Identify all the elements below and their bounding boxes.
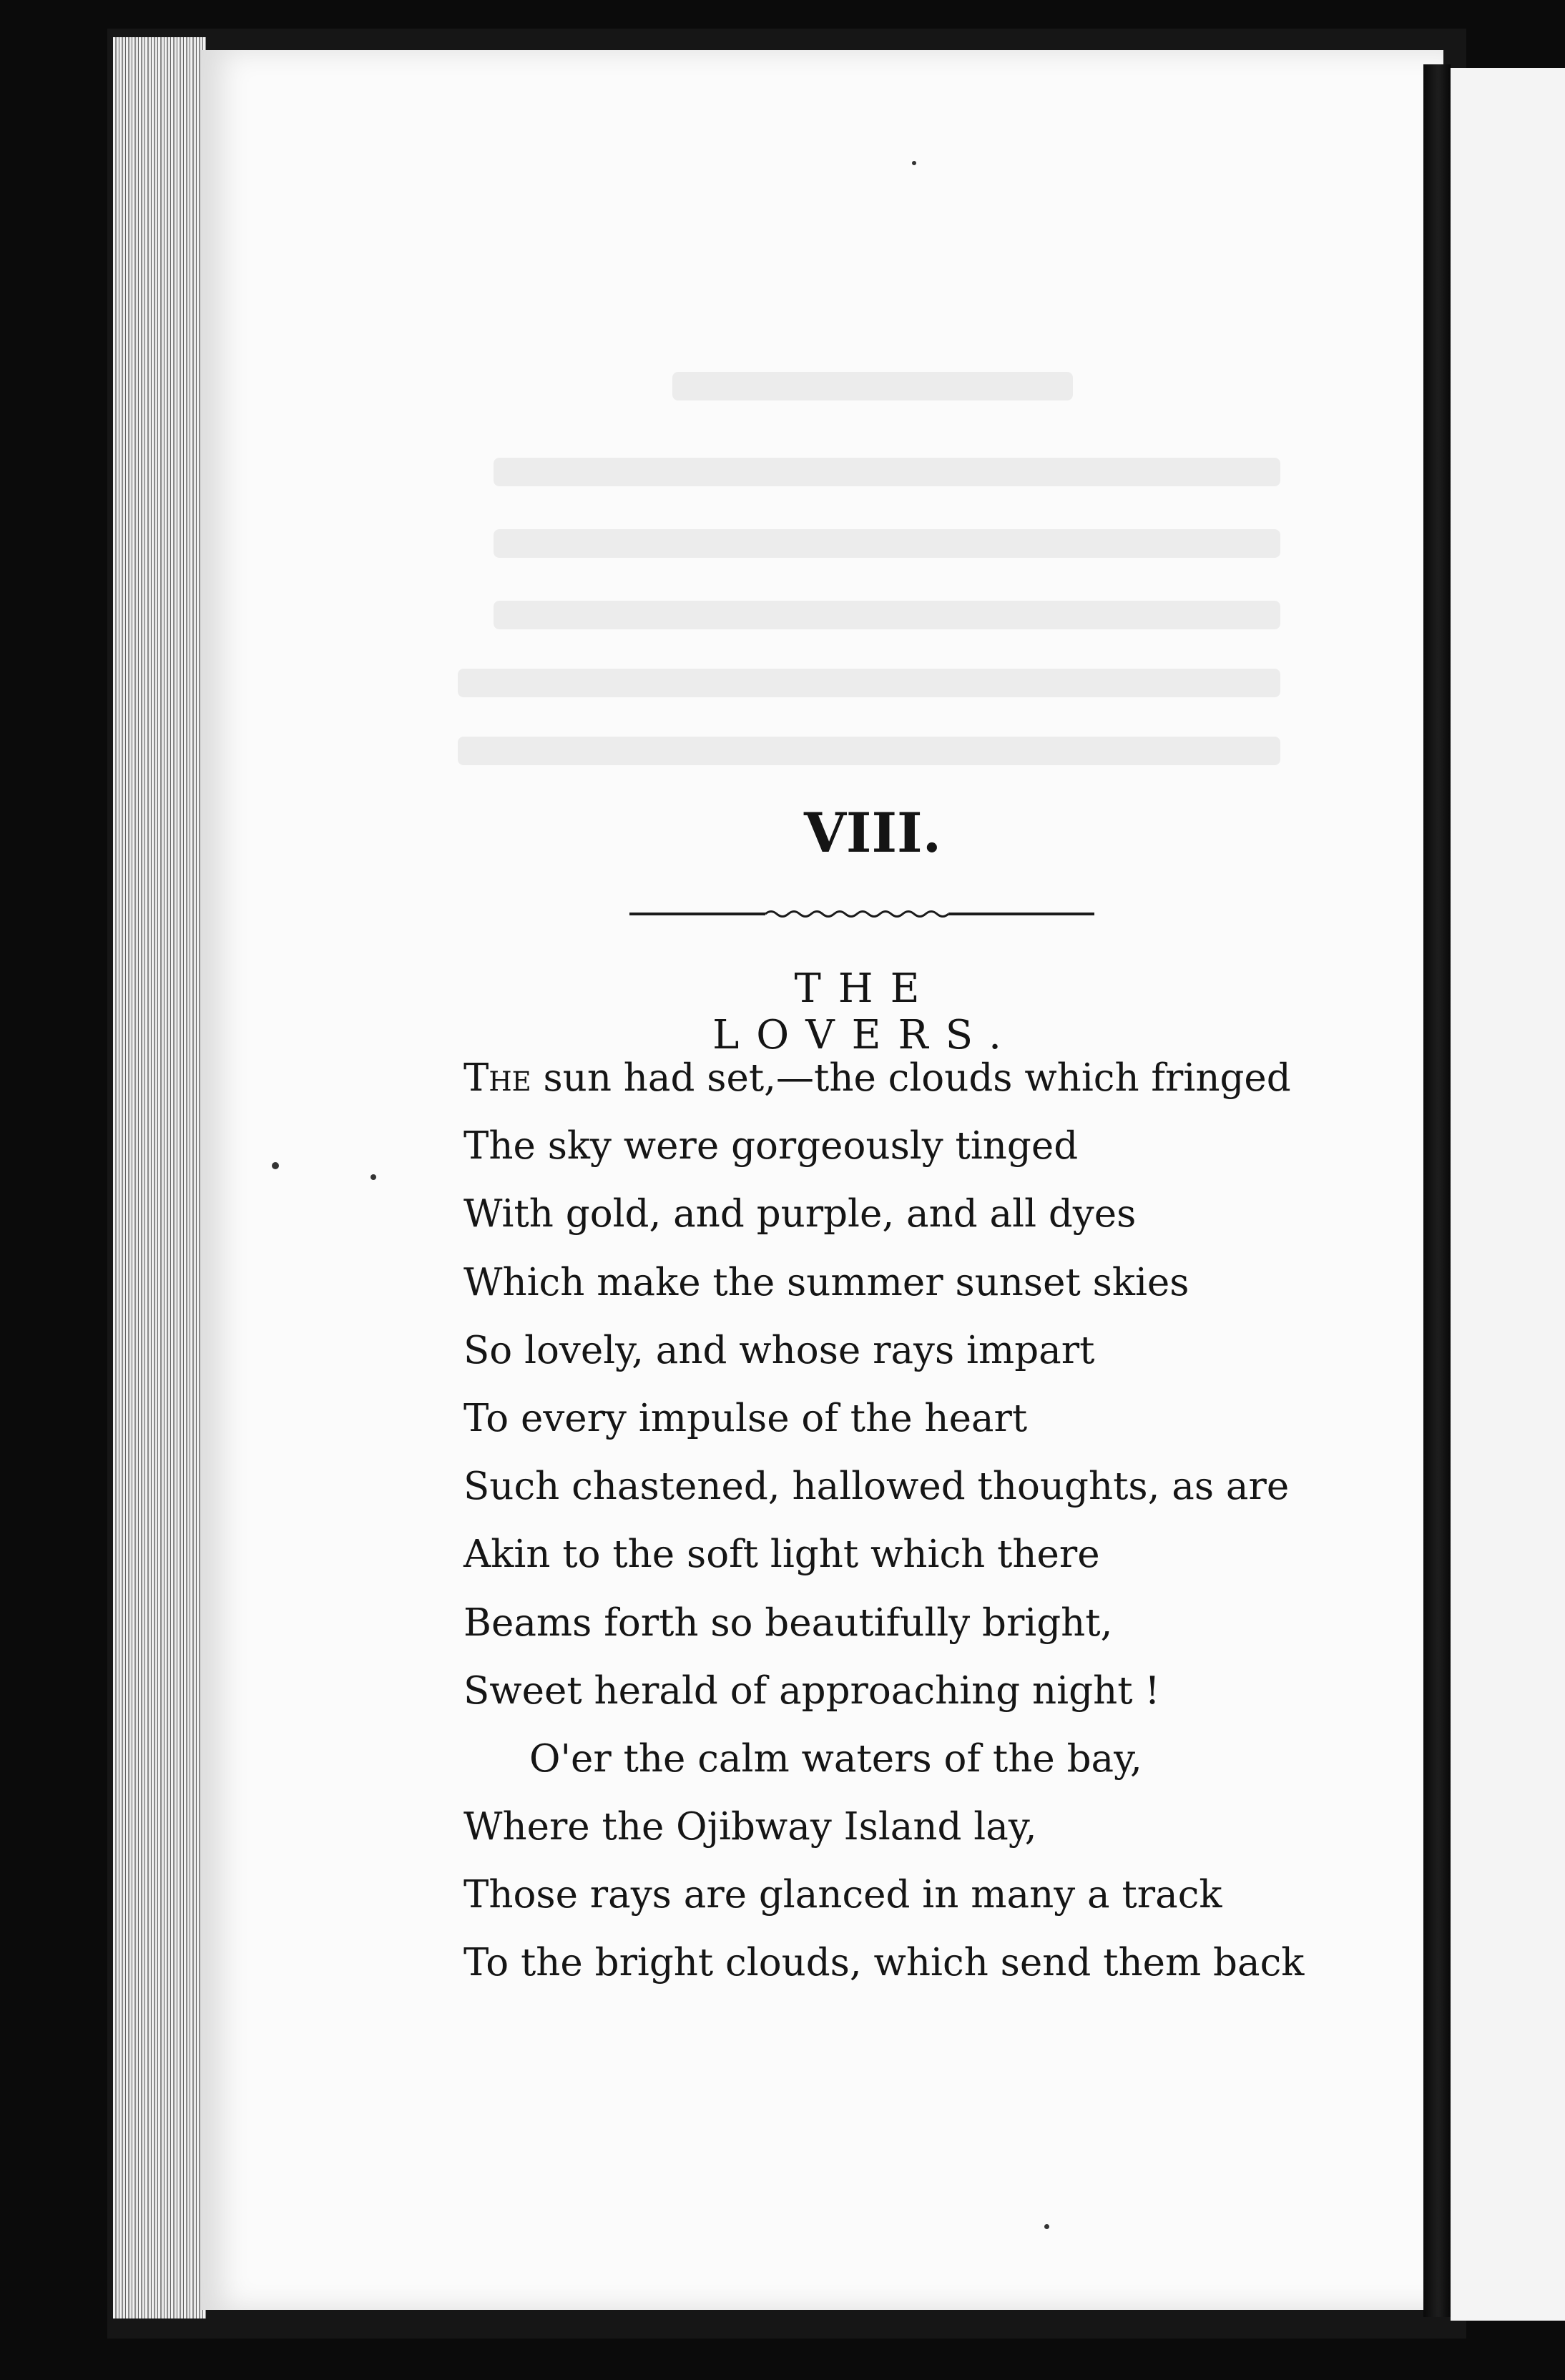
scan-speck xyxy=(912,161,916,165)
page-edges xyxy=(113,37,206,2318)
chapter-number: VIII. xyxy=(803,801,942,865)
poem-title: THE LOVERS. xyxy=(712,965,1019,1058)
poem-line: Such chastened, hallowed thoughts, as are xyxy=(463,1465,1290,1509)
scan-speck xyxy=(272,1162,279,1169)
poem-line: Where the Ojibway Island lay, xyxy=(463,1805,1037,1849)
poem-line: The sky were gorgeously tinged xyxy=(463,1124,1079,1169)
bleed-through-text xyxy=(672,372,1073,400)
poem-line: Sweet herald of approaching night ! xyxy=(463,1668,1160,1713)
book-gutter xyxy=(1423,64,1451,2317)
poem-body xyxy=(463,1044,1365,1997)
bleed-through-text xyxy=(458,669,1280,697)
drop-word: The xyxy=(463,1056,531,1100)
scan-speck xyxy=(1044,2224,1049,2229)
poem-line: So lovely, and whose rays impart xyxy=(463,1328,1095,1372)
poem-line: To every impulse of the heart xyxy=(463,1396,1028,1440)
bleed-through-text xyxy=(494,458,1280,486)
poem-line: Akin to the soft light which there xyxy=(463,1533,1100,1577)
poem-line xyxy=(463,1044,1365,1112)
poem-line: Which make the summer sunset skies xyxy=(463,1260,1189,1304)
first-line-text: sun had set,—the clouds which fringed xyxy=(531,1056,1291,1100)
adjacent-page xyxy=(1451,68,1565,2321)
scan-speck xyxy=(371,1174,376,1180)
poem-line: O'er the calm waters of the bay, xyxy=(529,1736,1142,1781)
ornamental-rule xyxy=(629,905,1094,923)
bleed-through-text xyxy=(494,601,1280,629)
bleed-through-text xyxy=(494,529,1280,558)
poem-line: Those rays are glanced in many a track xyxy=(463,1873,1222,1917)
poem-line: To the bright clouds, which send them back xyxy=(463,1941,1305,1985)
poem-line: Beams forth so beautifully bright, xyxy=(463,1600,1113,1645)
poem-line: With gold, and purple, and all dyes xyxy=(463,1192,1137,1236)
bleed-through-text xyxy=(458,737,1280,765)
